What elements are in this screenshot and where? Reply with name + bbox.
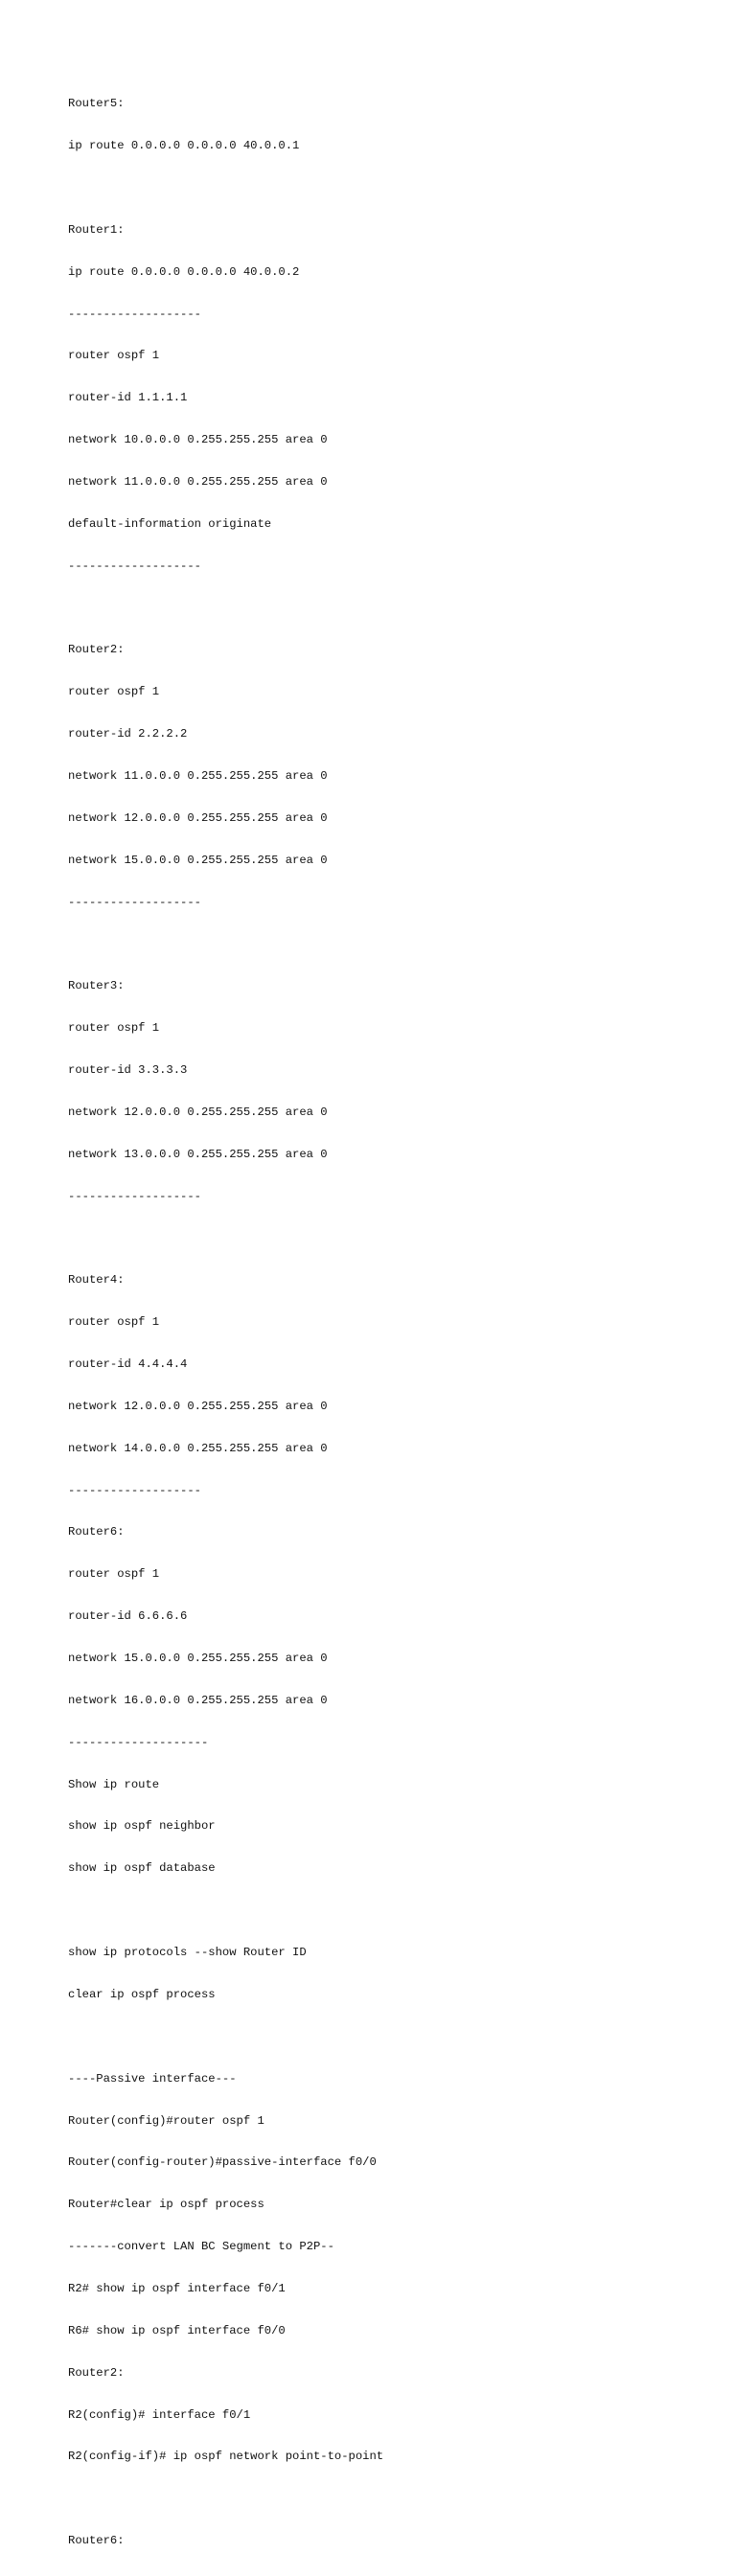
text-line: router-id 3.3.3.3	[68, 1063, 188, 1078]
text-line: network 11.0.0.0 0.255.255.255 area 0	[68, 474, 328, 489]
text-line: ----Passive interface---	[68, 2071, 237, 2086]
text-line: network 10.0.0.0 0.255.255.255 area 0	[68, 433, 328, 447]
text-line: R2# show ip ospf interface f0/1	[68, 2281, 286, 2295]
text-line: network 13.0.0.0 0.255.255.255 area 0	[68, 1147, 328, 1161]
text-line: -------convert LAN BC Segment to P2P--	[68, 2240, 334, 2254]
text-line: default-information originate	[68, 516, 272, 531]
text-line: show ip ospf neighbor	[68, 1819, 216, 1834]
text-line: ip route 0.0.0.0 0.0.0.0 40.0.0.1	[68, 139, 300, 153]
text-line: clear ip ospf process	[68, 1987, 216, 2001]
text-line: router-id 4.4.4.4	[68, 1357, 188, 1372]
text-line: -------------------	[68, 1483, 201, 1497]
text-line	[68, 181, 383, 195]
text-line: Router2:	[68, 643, 125, 657]
text-line: -------------------	[68, 895, 201, 909]
text-line	[68, 602, 383, 616]
text-line: R2(config)# interface f0/1	[68, 2407, 251, 2422]
text-line: Router6:	[68, 1525, 125, 1539]
text-line: -------------------	[68, 307, 201, 321]
text-line: show ip ospf database	[68, 1861, 216, 1876]
text-line: router ospf 1	[68, 685, 160, 699]
text-line: ip route 0.0.0.0 0.0.0.0 40.0.0.2	[68, 264, 300, 279]
text-line	[68, 937, 383, 951]
text-line: network 15.0.0.0 0.255.255.255 area 0	[68, 1652, 328, 1666]
text-line: Router6:	[68, 2534, 125, 2548]
text-line	[68, 2492, 383, 2506]
text-line: Router5:	[68, 97, 125, 111]
text-line: network 12.0.0.0 0.255.255.255 area 0	[68, 1399, 328, 1413]
document-body	[68, 69, 383, 2576]
text-line: Router4:	[68, 1273, 125, 1288]
text-line: Router2:	[68, 2365, 125, 2380]
text-line: router ospf 1	[68, 1021, 160, 1036]
text-line: network 12.0.0.0 0.255.255.255 area 0	[68, 1105, 328, 1119]
text-line: -------------------	[68, 559, 201, 573]
text-line: show ip protocols --show Router ID	[68, 1946, 307, 1960]
text-line: router-id 1.1.1.1	[68, 391, 188, 405]
text-line: network 14.0.0.0 0.255.255.255 area 0	[68, 1441, 328, 1455]
text-line: network 11.0.0.0 0.255.255.255 area 0	[68, 769, 328, 783]
text-line: R2(config-if)# ip ospf network point-to-point	[68, 2450, 384, 2464]
text-line	[68, 1231, 383, 1245]
text-line: router-id 6.6.6.6	[68, 1609, 188, 1624]
text-line: network 16.0.0.0 0.255.255.255 area 0	[68, 1693, 328, 1707]
text-line: Router1:	[68, 222, 125, 237]
text-line: Router(config-router)#passive-interface f0/0	[68, 2155, 377, 2170]
text-line	[68, 1904, 383, 1918]
text-line: network 15.0.0.0 0.255.255.255 area 0	[68, 853, 328, 867]
text-line	[68, 2030, 383, 2044]
text-line: router-id 2.2.2.2	[68, 727, 188, 741]
text-line: Router#clear ip ospf process	[68, 2198, 264, 2212]
text-line: router ospf 1	[68, 1315, 160, 1330]
text-line: --------------------	[68, 1735, 209, 1749]
text-line: Router3:	[68, 979, 125, 993]
text-line: R6# show ip ospf interface f0/0	[68, 2323, 286, 2337]
text-line: Router(config)#router ospf 1	[68, 2113, 264, 2128]
text-line: -------------------	[68, 1189, 201, 1203]
text-line: router ospf 1	[68, 349, 160, 363]
text-line: router ospf 1	[68, 1567, 160, 1582]
text-line: network 12.0.0.0 0.255.255.255 area 0	[68, 810, 328, 825]
text-line: Show ip route	[68, 1777, 160, 1791]
